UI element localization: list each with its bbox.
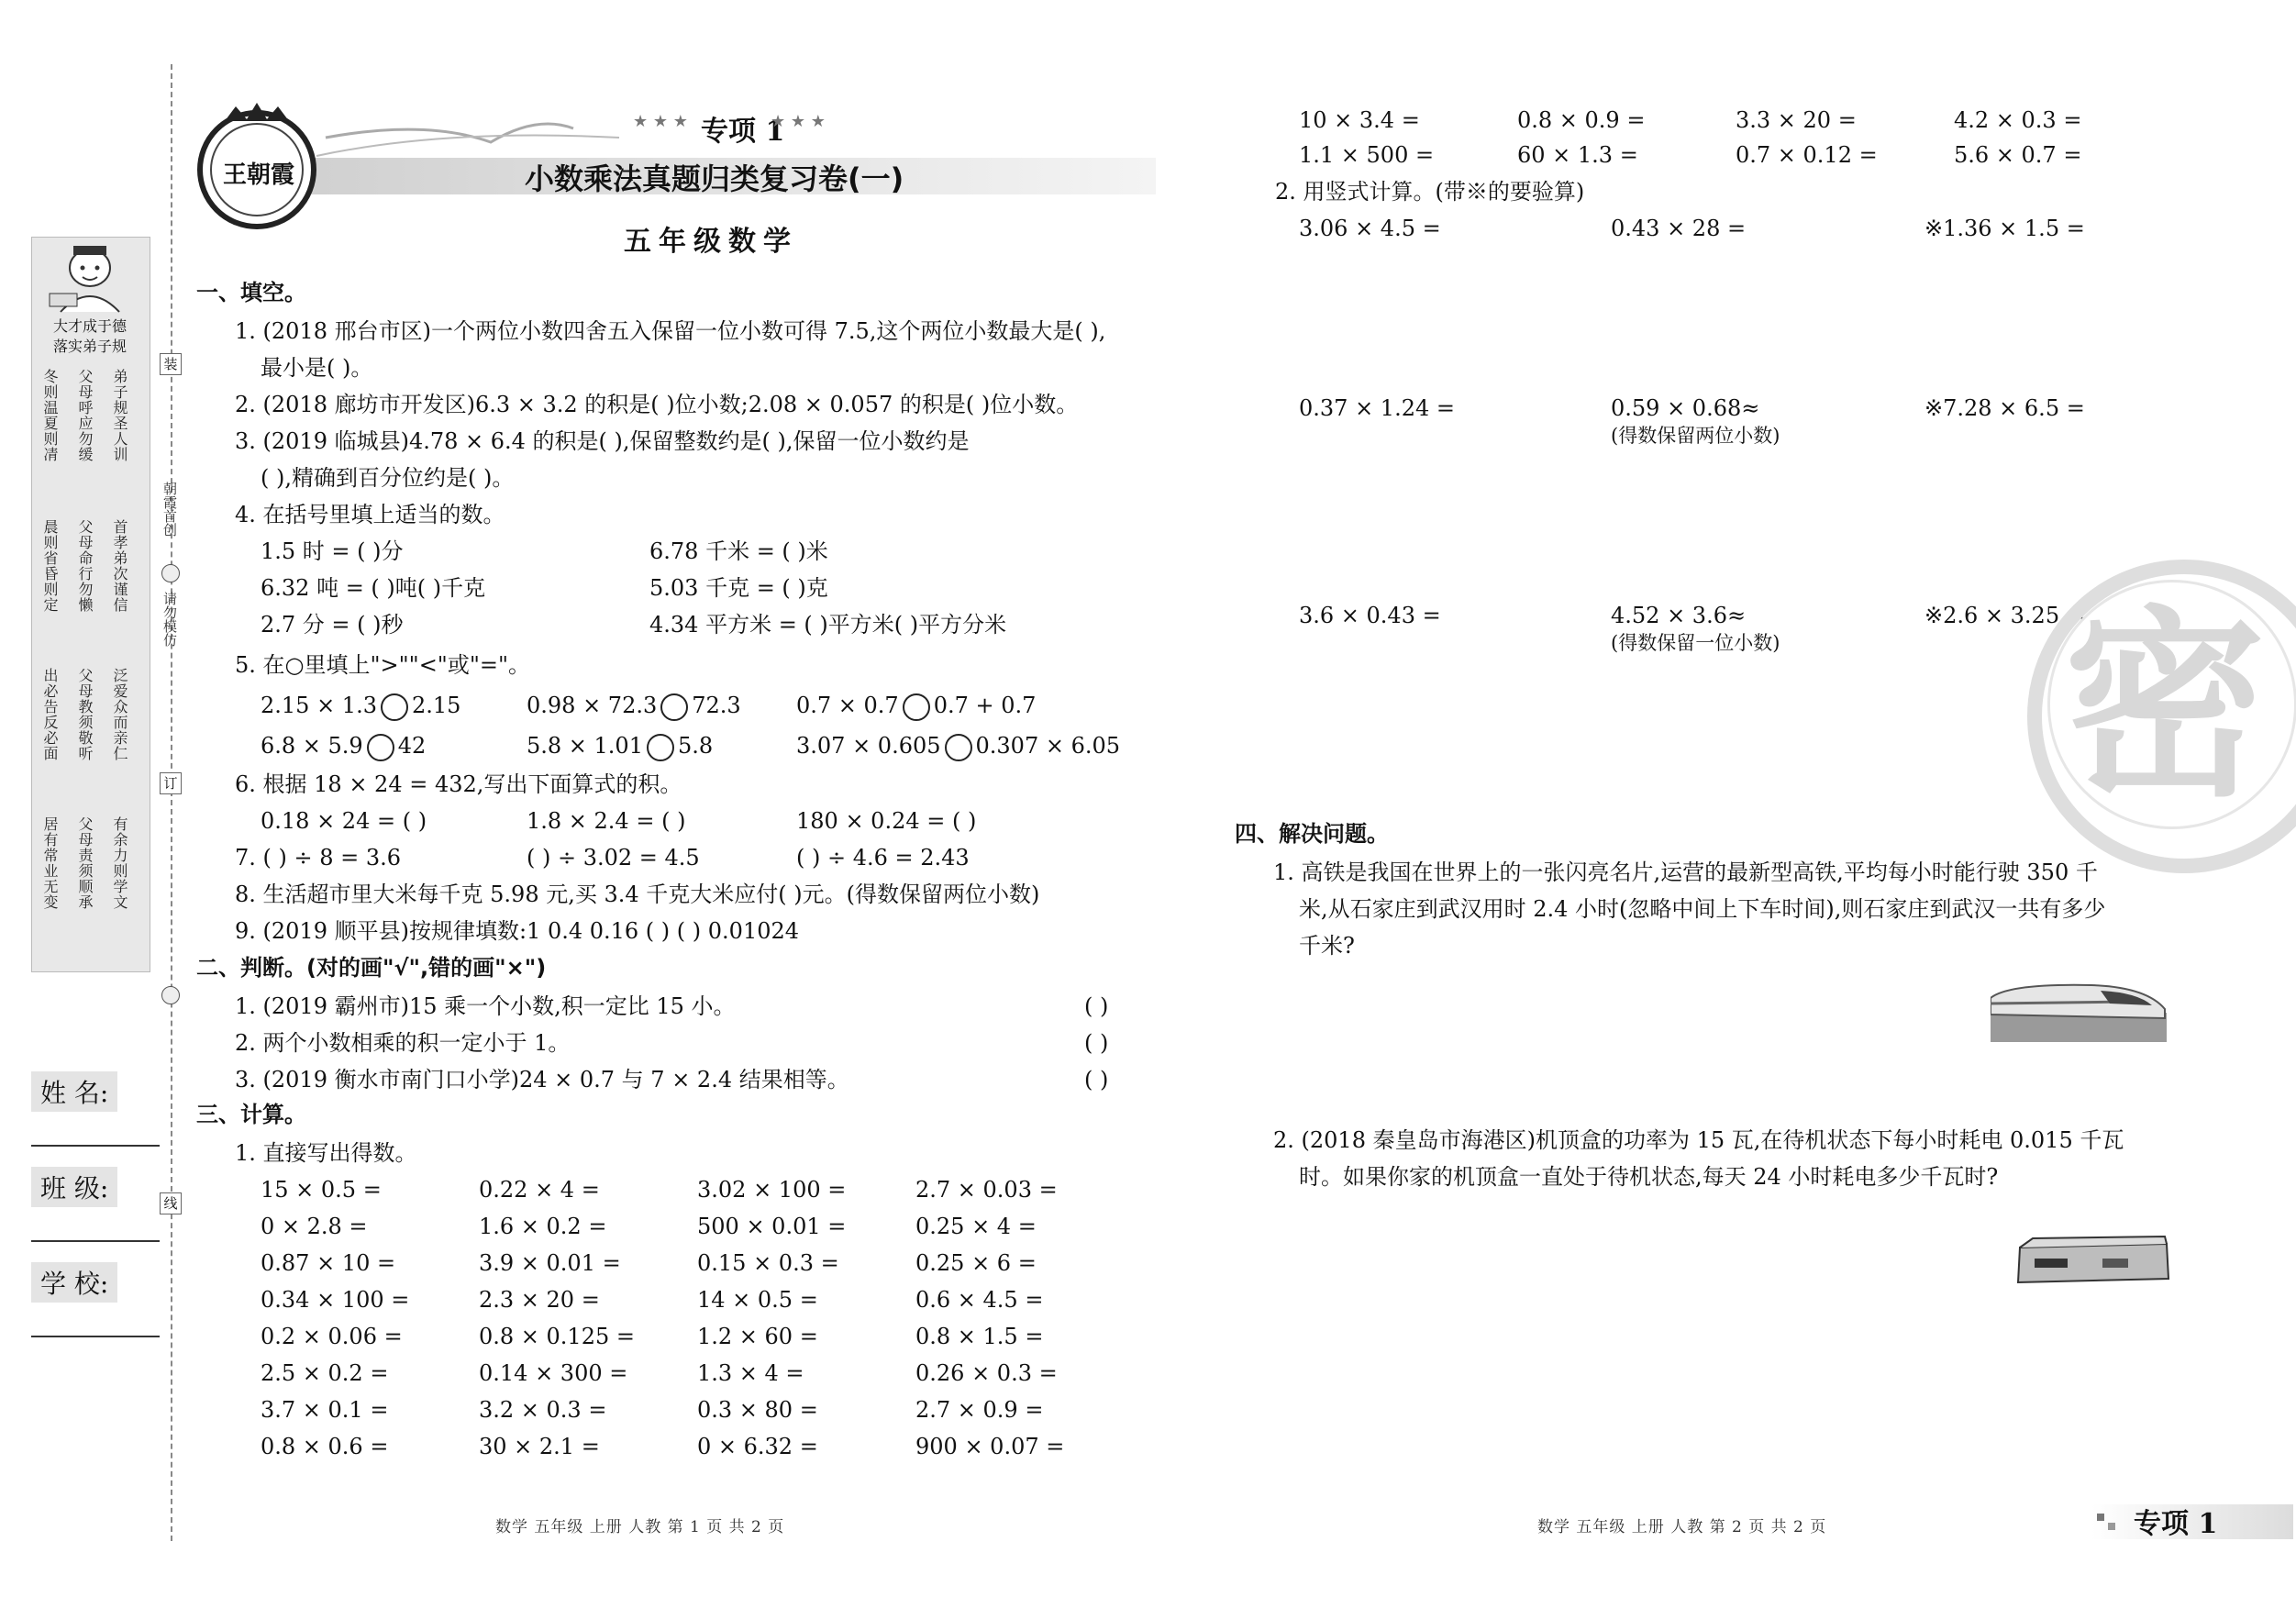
vertical-calc: 4.52 × 3.6≈ xyxy=(1611,603,1747,628)
judge-answer-bracket[interactable]: ( ) xyxy=(1084,993,1109,1019)
q5-compare: 0.98 × 72.3 72.3 xyxy=(527,692,741,721)
oral-calc-item: 1.1 × 500 = xyxy=(1299,142,1435,168)
oral-calc-item: 0.2 × 0.06 = xyxy=(261,1324,403,1349)
judge-item: 2. 两个小数相乘的积一定小于 1。 xyxy=(235,1030,571,1056)
judge-item: 3. (2019 衡水市南门口小学)24 × 0.7 与 7 × 2.4 结果相等。 xyxy=(235,1067,849,1092)
footer-badge: 专项 1 xyxy=(2134,1508,2218,1540)
high-speed-train-image xyxy=(1991,978,2167,1042)
q5-compare: 0.7 × 0.7 0.7 + 0.7 xyxy=(796,692,1036,721)
oral-calc-item: 1.2 × 60 = xyxy=(697,1324,818,1349)
motto-line: 晨则省昏则定 xyxy=(41,519,59,613)
set-top-box-image xyxy=(2014,1235,2172,1286)
oral-calc-item: 0.15 × 0.3 = xyxy=(697,1250,839,1276)
punch-hole-icon xyxy=(161,564,180,582)
question-8: 8. 生活超市里大米每千克 5.98 元,买 3.4 千克大米应付( )元。(得数保留两位小数) xyxy=(235,882,1040,907)
special-label: 专项 1 xyxy=(701,116,785,148)
margin-note-1: 朝霞首创 xyxy=(161,482,178,537)
binding-line xyxy=(171,64,172,1541)
calc-sub-2: 2. 用竖式计算。(带※的要验算) xyxy=(1275,179,1585,205)
oral-calc-item: 3.9 × 0.01 = xyxy=(479,1250,621,1276)
oral-calc-item: 0.34 × 100 = xyxy=(261,1287,410,1313)
section-1-heading: 一、填空。 xyxy=(196,280,306,305)
compare-circle[interactable] xyxy=(945,734,972,761)
oral-calc-item: 2.7 × 0.03 = xyxy=(915,1177,1058,1203)
problem-1b: 米,从石家庄到武汉用时 2.4 小时(忽略中间上下车时间),则石家庄到武汉一共有多少 xyxy=(1299,896,2106,922)
school-label: 学 校: xyxy=(31,1262,117,1303)
oral-calc-item: 15 × 0.5 = xyxy=(261,1177,382,1203)
badge-dot xyxy=(2097,1514,2104,1521)
judge-answer-bracket[interactable]: ( ) xyxy=(1084,1067,1109,1092)
oral-calc-item: 500 × 0.01 = xyxy=(697,1214,847,1239)
oral-calc-item: 900 × 0.07 = xyxy=(915,1434,1065,1459)
problem-1a: 1. 高铁是我国在世界上的一张闪亮名片,运营的最新型高铁,平均每小时能行驶 350 千 xyxy=(1273,859,2098,885)
oral-calc-item: 0.25 × 6 = xyxy=(915,1250,1037,1276)
binding-char-3: 线 xyxy=(160,1192,182,1214)
class-label: 班 级: xyxy=(31,1167,117,1207)
section-4-heading: 四、解决问题。 xyxy=(1235,821,1389,847)
confidential-stamp-char: 密 xyxy=(2064,589,2267,824)
binding-char-2: 订 xyxy=(160,772,182,794)
question-9: 9. (2019 顺平县)按规律填数:1 0.4 0.16 ( ) ( ) 0.01024 xyxy=(235,918,800,944)
oral-calc-item: 2.7 × 0.9 = xyxy=(915,1397,1044,1423)
question-3a: 3. (2019 临城县)4.78 × 6.4 的积是( ),保留整数约是( ),保留一位小数约是 xyxy=(235,428,970,454)
oral-calc-item: 10 × 3.4 = xyxy=(1299,107,1420,133)
oral-calc-item: 0.6 × 4.5 = xyxy=(915,1287,1044,1313)
question-2: 2. (2018 廊坊市开发区)6.3 × 3.2 的积是( )位小数;2.08 × 0.057 的积是( )位小数。 xyxy=(235,392,1079,417)
q7-item: ( ) ÷ 3.02 = 4.5 xyxy=(527,845,700,871)
oral-calc-item: 0.8 × 0.9 = xyxy=(1517,107,1646,133)
problem-1c: 千米? xyxy=(1299,933,1355,959)
oral-calc-item: 0 × 6.32 = xyxy=(697,1434,818,1459)
oral-calc-item: 4.2 × 0.3 = xyxy=(1954,107,2082,133)
vertical-calc: ※1.36 × 1.5 = xyxy=(1924,216,2085,241)
motto-line: 父母呼应勿缓 xyxy=(76,369,94,462)
q5-compare: 2.15 × 1.3 2.15 xyxy=(261,692,460,721)
question-5: 5. 在○里填上">""<"或"="。 xyxy=(235,652,531,678)
oral-calc-item: 3.02 × 100 = xyxy=(697,1177,847,1203)
motto-line: 泛爱众而亲仁 xyxy=(111,668,128,761)
q6-item: 180 × 0.24 = ( ) xyxy=(796,808,977,834)
question-1b: 最小是( )。 xyxy=(261,355,373,381)
oral-calc-item: 3.3 × 20 = xyxy=(1736,107,1857,133)
footer-right: 数学 五年级 上册 人教 第 2 页 共 2 页 xyxy=(1537,1518,1827,1536)
vertical-calc: 3.6 × 0.43 = xyxy=(1299,603,1441,628)
footer-left: 数学 五年级 上册 人教 第 1 页 共 2 页 xyxy=(495,1518,785,1536)
oral-calc-item: 0.25 × 4 = xyxy=(915,1214,1037,1239)
page-title: 小数乘法真题归类复习卷(一) xyxy=(525,161,904,196)
star-decoration-right: ★ ★ ★ xyxy=(771,112,826,131)
motto-line: 居有常业无变 xyxy=(41,816,59,910)
q4-item: 6.32 吨 = ( )吨( )千克 xyxy=(261,575,486,601)
oral-calc-item: 14 × 0.5 = xyxy=(697,1287,818,1313)
oral-calc-item: 30 × 2.1 = xyxy=(479,1434,600,1459)
motto-line: 父母责须顺承 xyxy=(76,816,94,910)
slogan-2: 落实弟子规 xyxy=(52,338,127,355)
oral-calc-item: 3.7 × 0.1 = xyxy=(261,1397,389,1423)
oral-calc-item: 0.8 × 0.125 = xyxy=(479,1324,635,1349)
judge-item: 1. (2019 霸州市)15 乘一个小数,积一定比 15 小。 xyxy=(235,993,736,1019)
rounding-note: (得数保留一位小数) xyxy=(1611,632,1780,654)
oral-calc-item: 60 × 1.3 = xyxy=(1517,142,1638,168)
compare-circle[interactable] xyxy=(381,693,408,721)
section-3-heading: 三、计算。 xyxy=(196,1102,306,1127)
calc-sub-1: 1. 直接写出得数。 xyxy=(235,1140,417,1166)
rounding-note: (得数保留两位小数) xyxy=(1611,425,1780,447)
page-subtitle: 五年级数学 xyxy=(624,226,798,258)
compare-circle[interactable] xyxy=(903,693,930,721)
vertical-calc: ※7.28 × 6.5 = xyxy=(1924,395,2085,421)
margin-note-2: 请勿模仿 xyxy=(161,592,178,647)
star-decoration-left: ★ ★ ★ xyxy=(633,112,688,131)
oral-calc-item: 0.8 × 0.6 = xyxy=(261,1434,389,1459)
oral-calc-item: 1.3 × 4 = xyxy=(697,1360,804,1386)
oral-calc-item: 0.26 × 0.3 = xyxy=(915,1360,1058,1386)
q4-item: 4.34 平方米 = ( )平方米( )平方分米 xyxy=(649,612,1007,638)
slogan-1: 大才成于德 xyxy=(52,317,127,335)
oral-calc-item: 0.8 × 1.5 = xyxy=(915,1324,1044,1349)
q4-item: 1.5 时 = ( )分 xyxy=(261,538,404,564)
oral-calc-item: 3.2 × 0.3 = xyxy=(479,1397,607,1423)
oral-calc-item: 0.7 × 0.12 = xyxy=(1736,142,1878,168)
question-1a: 1. (2018 邢台市区)一个两位小数四舍五入保留一位小数可得 7.5,这个两位小数最大是( ), xyxy=(235,318,1106,344)
motto-line: 有余力则学文 xyxy=(111,816,128,910)
name-field[interactable] xyxy=(31,1145,160,1147)
vertical-calc: ※2.6 × 3.25 = xyxy=(1924,603,2085,628)
school-field[interactable] xyxy=(31,1336,160,1337)
name-label: 姓 名: xyxy=(31,1071,117,1112)
question-6: 6. 根据 18 × 24 = 432,写出下面算式的积。 xyxy=(235,771,682,797)
oral-calc-item: 5.6 × 0.7 = xyxy=(1954,142,2082,168)
problem-2b: 时。如果你家的机顶盒一直处于待机状态,每天 24 小时耗电多少千瓦时? xyxy=(1299,1164,1999,1190)
vertical-calc: 3.06 × 4.5 = xyxy=(1299,216,1441,241)
q4-item: 5.03 千克 = ( )克 xyxy=(649,575,828,601)
oral-calc-item: 2.3 × 20 = xyxy=(479,1287,600,1313)
question-3b: ( ),精确到百分位约是( )。 xyxy=(261,465,515,491)
motto-line: 父母命行勿懒 xyxy=(76,519,94,613)
q6-item: 0.18 × 24 = ( ) xyxy=(261,808,427,834)
q4-item: 2.7 分 = ( )秒 xyxy=(261,612,404,638)
q4-item: 6.78 千米 = ( )米 xyxy=(649,538,828,564)
q5-compare: 5.8 × 1.01 5.8 xyxy=(527,732,713,761)
q5-compare: 6.8 × 5.9 42 xyxy=(261,732,426,761)
motto-line: 冬则温夏则凊 xyxy=(41,369,59,462)
oral-calc-item: 0 × 2.8 = xyxy=(261,1214,368,1239)
problem-2a: 2. (2018 秦皇岛市海港区)机顶盒的功率为 15 瓦,在待机状态下每小时耗电 0.015 千瓦 xyxy=(1273,1127,2124,1153)
motto-line: 首孝弟次谨信 xyxy=(111,519,128,613)
q7-item: 7. ( ) ÷ 8 = 3.6 xyxy=(235,845,402,871)
compare-circle[interactable] xyxy=(660,693,688,721)
compare-circle[interactable] xyxy=(647,734,674,761)
q5-compare: 3.07 × 0.605 0.307 × 6.05 xyxy=(796,732,1120,761)
vertical-calc: 0.43 × 28 = xyxy=(1611,216,1747,241)
badge-dot xyxy=(2108,1523,2115,1530)
motto-line: 弟子规圣人训 xyxy=(111,369,128,462)
oral-calc-item: 1.6 × 0.2 = xyxy=(479,1214,607,1239)
q7-item: ( ) ÷ 4.6 = 2.43 xyxy=(796,845,970,871)
oral-calc-item: 0.22 × 4 = xyxy=(479,1177,600,1203)
motto-line: 父母教须敬听 xyxy=(76,668,94,761)
class-field[interactable] xyxy=(31,1240,160,1242)
logo-text: 王朝霞 xyxy=(222,161,294,189)
scholar-cartoon-icon xyxy=(42,240,138,314)
oral-calc-item: 0.87 × 10 = xyxy=(261,1250,396,1276)
vertical-calc: 0.37 × 1.24 = xyxy=(1299,395,1455,421)
binding-char-1: 装 xyxy=(160,353,182,375)
section-2-heading: 二、判断。(对的画"√",错的画"×") xyxy=(196,955,547,981)
punch-hole-icon xyxy=(161,986,180,1004)
oral-calc-item: 0.3 × 80 = xyxy=(697,1397,818,1423)
q6-item: 1.8 × 2.4 = ( ) xyxy=(527,808,686,834)
compare-circle[interactable] xyxy=(367,734,394,761)
vertical-calc: 0.59 × 0.68≈ xyxy=(1611,395,1760,421)
judge-answer-bracket[interactable]: ( ) xyxy=(1084,1030,1109,1056)
oral-calc-item: 2.5 × 0.2 = xyxy=(261,1360,389,1386)
oral-calc-item: 0.14 × 300 = xyxy=(479,1360,628,1386)
motto-line: 出必告反必面 xyxy=(41,668,59,761)
question-4: 4. 在括号里填上适当的数。 xyxy=(235,502,505,527)
